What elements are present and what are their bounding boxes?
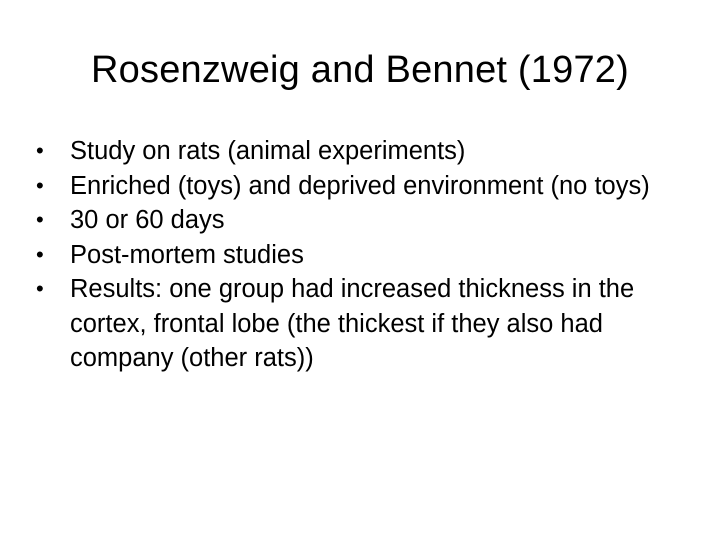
bullet-text: Post-mortem studies <box>70 240 304 269</box>
slide-title: Rosenzweig and Bennet (1972) <box>91 49 629 91</box>
bullet-text: Study on rats (animal experiments) <box>70 137 466 165</box>
bullet-item-results <box>36 272 676 376</box>
bullet-text: Results: one group had increased thickness in the cortex, frontal lobe (the thickest if they also had company (other rats)) <box>70 275 635 372</box>
bullet-icon: • <box>36 207 44 232</box>
bullet-item-post-mortem <box>36 238 676 273</box>
bullet-icon: • <box>36 276 44 301</box>
bullet-list <box>36 134 676 376</box>
bullet-text: Enriched (toys) and deprived environment (no toys) <box>70 171 650 200</box>
bullet-item-duration <box>36 203 676 238</box>
bullet-item-environment <box>36 169 676 204</box>
bullet-icon: • <box>36 172 44 198</box>
bullet-item-study <box>36 134 676 169</box>
bullet-icon: • <box>36 138 44 163</box>
bullet-icon: • <box>36 241 44 267</box>
bullet-text: 30 or 60 days <box>70 206 225 234</box>
